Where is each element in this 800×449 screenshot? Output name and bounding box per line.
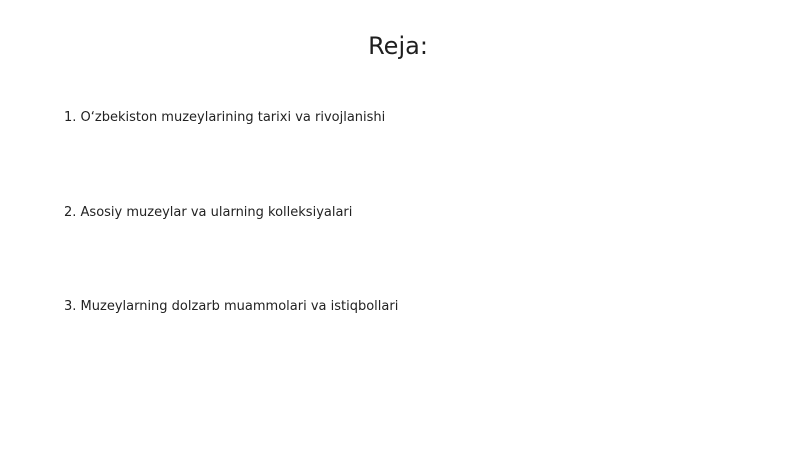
plan-item-3: 3. Muzeylarning dolzarb muammolari va istiqbollari [64,299,399,314]
slide-title: Reja: [368,32,428,60]
plan-item-2: 2. Asosiy muzeylar va ularning kolleksiyalari [64,205,353,220]
plan-item-1: 1. O‘zbekiston muzeylarining tarixi va rivojlanishi [64,110,386,125]
